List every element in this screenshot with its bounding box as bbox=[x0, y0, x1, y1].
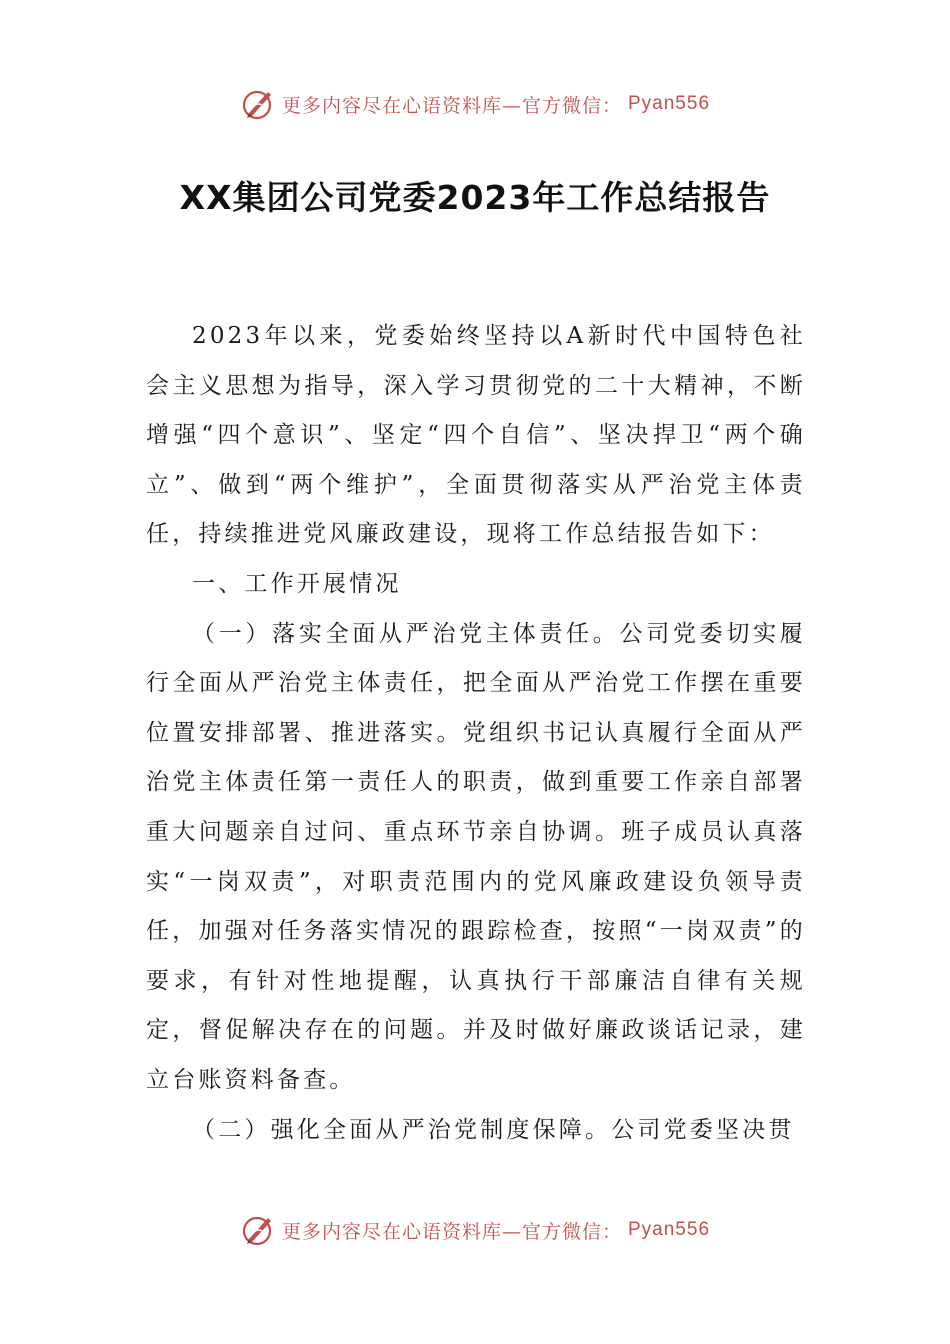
paragraph-subsection-1: （一）落实全面从严治党主体责任。公司党委切实履行全面从严治党主体责任，把全面从严治党工作摆在重要位置安排部署、推进落实。党组织书记认真履行全面从严治党主体责任第一责任人的职责，做到重要工作亲自部署重大问题亲自过问、重点环节亲自协调。班子成员认真落实“一岗双责”，对职责范围内的党风廉政建设负领导责任，加强对任务落实情况的跟踪检查，按照“一岗双责”的要求，有针对性地提醒，认真执行干部廉洁自律有关规定，督促解决存在的问题。并及时做好廉政谈话记录，建立台账资料备查。 bbox=[146, 620, 806, 1093]
footer-watermark bbox=[0, 1210, 950, 1250]
pen-logo-icon bbox=[240, 1212, 276, 1248]
document-title: XX集团公司党委2023年工作总结报告 bbox=[179, 178, 771, 217]
paragraph-subsection-2: （二）强化全面从严治党制度保障。公司党委坚决贯 bbox=[192, 1116, 795, 1143]
document-body bbox=[146, 312, 806, 1155]
header-watermark bbox=[0, 84, 950, 124]
watermark-text: 更多内容尽在心语资料库—官方微信： bbox=[281, 94, 622, 117]
watermark-text: 更多内容尽在心语资料库—官方微信： bbox=[281, 1220, 622, 1243]
section-heading: 一、工作开展情况 bbox=[192, 570, 402, 597]
watermark-wechat-id: Pyan556 bbox=[628, 1219, 711, 1240]
pen-logo-icon bbox=[240, 86, 276, 122]
paragraph-intro: 2023年以来，党委始终坚持以A新时代中国特色社会主义思想为指导，深入学习贯彻党的二十大精神，不断增强“四个意识”、坚定“四个自信”、坚决捍卫“两个确立”、做到“两个维护”，全面贯彻落实从严治党主体责任，持续推进党风廉政建设，现将工作总结报告如下： bbox=[146, 323, 806, 548]
watermark-wechat-id: Pyan556 bbox=[628, 93, 711, 114]
